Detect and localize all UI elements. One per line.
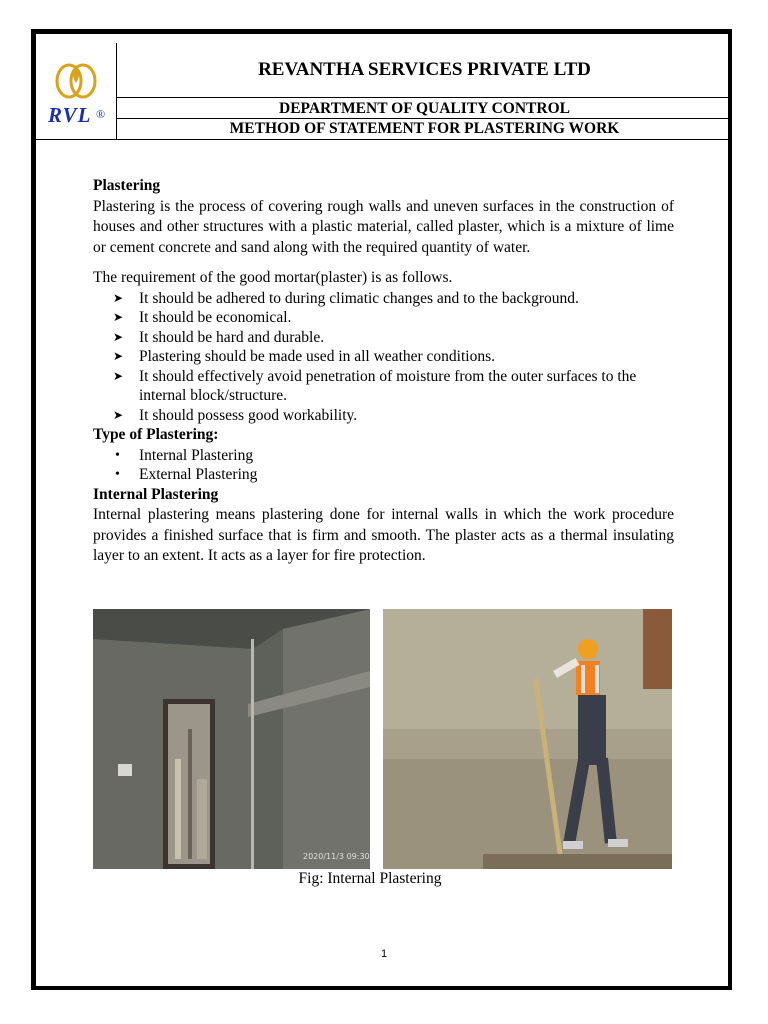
- section-heading-internal: Internal Plastering: [93, 485, 219, 503]
- company-logo-icon: [41, 57, 111, 101]
- registered-mark: ®: [96, 107, 106, 121]
- dot-bullet-icon: •: [115, 447, 120, 463]
- list-item: ➤ It should be economical.: [113, 309, 292, 326]
- requirement-intro: The requirement of the good mortar(plaster) is as follows.: [93, 269, 453, 286]
- method-title: METHOD OF STATEMENT FOR PLASTERING WORK: [229, 120, 620, 137]
- section-heading-type: Type of Plastering:: [93, 426, 219, 443]
- photo-timestamp: 2020/11/3 09:30: [303, 852, 370, 861]
- worker-plastering-photo: [383, 609, 672, 869]
- logo-cell: [35, 43, 117, 139]
- document-body: [93, 176, 674, 567]
- figure-photos: [93, 609, 673, 869]
- types-list: [93, 446, 674, 485]
- list-item: ➤ It should be hard and durable.: [113, 328, 325, 346]
- department-title: DEPARTMENT OF QUALITY CONTROL: [117, 98, 732, 119]
- arrow-bullet-icon: ➤: [113, 310, 124, 324]
- logo-text: RVL: [48, 103, 92, 127]
- arrow-bullet-icon: ➤: [113, 290, 124, 305]
- header-divider: [35, 139, 732, 140]
- list-item: • Internal Plastering: [115, 446, 254, 464]
- arrow-bullet-icon: ➤: [113, 329, 124, 344]
- room-interior-photo: [93, 609, 370, 869]
- list-item: ➤ It should possess good workability.: [113, 406, 358, 424]
- list-item: ➤ It should be adhered to during climatic changes and to the background.: [113, 289, 579, 307]
- arrow-bullet-icon: ➤: [113, 349, 124, 363]
- document-header: [35, 43, 732, 139]
- arrow-bullet-icon: ➤: [113, 368, 124, 383]
- list-item: ➤ Plastering should be made used in all weather conditions.: [113, 348, 495, 365]
- requirements-list: [93, 289, 674, 426]
- plastering-paragraph: Plastering is the process of covering rough walls and uneven surfaces in the construction of houses and other structures with a plastic material, called plaster, which is a mixture of lime or cement concrete and sand along with the required quantity of water.: [93, 197, 674, 256]
- company-name: REVANTHA SERVICES PRIVATE LTD: [117, 43, 732, 98]
- section-heading-plastering: Plastering: [93, 177, 161, 194]
- arrow-bullet-icon: ➤: [113, 407, 124, 422]
- figure-caption: Fig: Internal Plastering: [298, 870, 442, 887]
- page-number: 1: [380, 948, 388, 960]
- dot-bullet-icon: •: [115, 467, 120, 482]
- internal-paragraph: Internal plastering means plastering done for internal walls in which the work procedure provides a finished surface that is firm and smooth. The plaster acts as a thermal insulating layer to an extent. It acts as a layer for fire protection.: [93, 506, 674, 564]
- list-item: • External Plastering: [115, 466, 258, 483]
- list-item: ➤ It should effectively avoid penetration of moisture from the outer surfaces to the internal block/structure.: [113, 367, 637, 404]
